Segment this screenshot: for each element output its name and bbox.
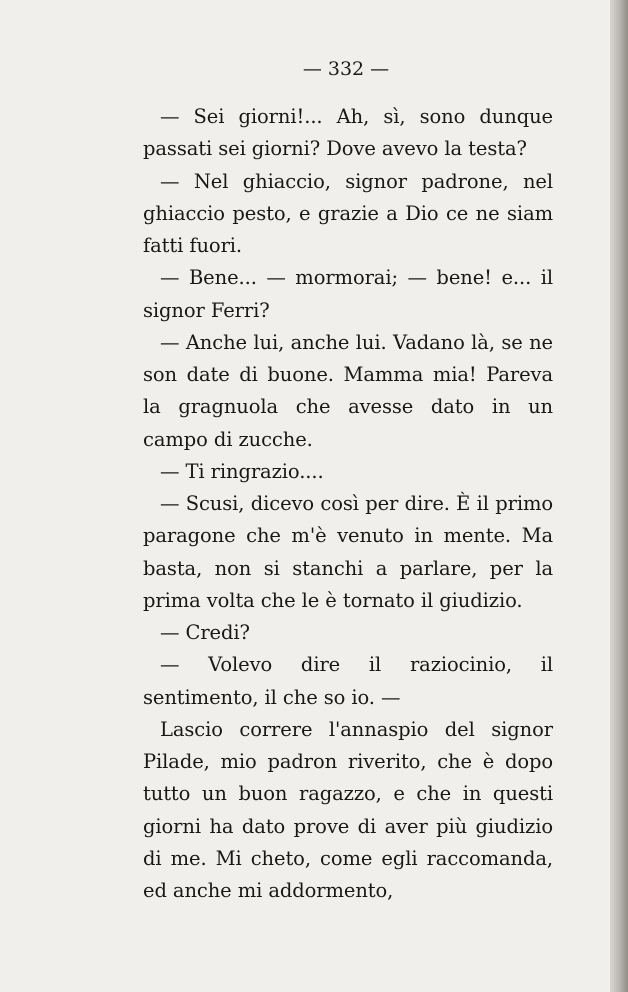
paragraph: — Volevo dire il raziocinio, il sentimento, il che so io. — (143, 653, 553, 709)
page-text (143, 101, 553, 907)
paragraph: — Scusi, dicevo così per dire. È il primo paragone che m'è venuto in mente. Ma basta, non si stanchi a parlare, per la prima volta che le è tornato il giudizio. (143, 492, 553, 612)
paragraph: Lascio correre l'annaspio del signor Pilade, mio padron riverito, che è dopo tutto un buon ragazzo, e che in questi giorni ha dato prove di aver più giudizio di me. Mi cheto, come egli raccomanda, ed anche mi addormento, (143, 717, 553, 902)
paragraph: — Anche lui, anche lui. Vadano là, se ne son date di buone. Mamma mia! Pareva la gragnuola che avesse dato in un campo di zucche. (143, 330, 553, 451)
paragraph: — Credi? (160, 621, 250, 644)
paragraph: — Ti ringrazio.... (160, 459, 324, 483)
paragraph: — Sei giorni!... Ah, sì, sono dunque passati sei giorni? Dove avevo la testa? (143, 105, 553, 161)
page-number: — 332 — (302, 58, 390, 80)
paragraph: — Nel ghiaccio, signor padrone, nel ghiaccio pesto, e grazie a Dio ce ne siam fatti fuori. (143, 169, 553, 257)
paragraph: — Bene... — mormorai; — bene! e... il signor Ferri? (143, 266, 553, 322)
page-edge (610, 0, 628, 992)
